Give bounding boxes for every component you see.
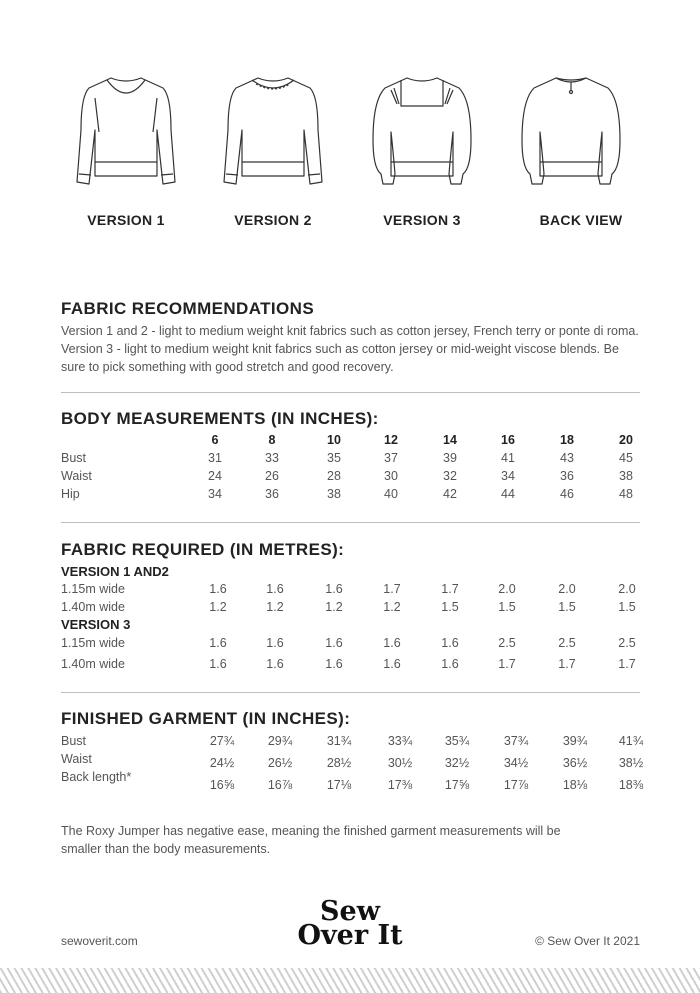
- table-cell: 1.5: [558, 600, 576, 614]
- table-cell: 38: [619, 469, 633, 483]
- table-cell: 2.0: [558, 582, 576, 596]
- table-cell: 40: [384, 487, 398, 501]
- body-measurements-heading: BODY MEASUREMENTS (IN INCHES):: [61, 409, 379, 428]
- table-cell: 1.6: [383, 657, 401, 671]
- website-link[interactable]: sewoverit.com: [61, 934, 138, 948]
- row-label: 1.40m wide: [61, 600, 125, 614]
- table-cell: 1.2: [209, 600, 227, 614]
- table-cell: 34: [501, 469, 515, 483]
- table-cell: 27¾: [209, 734, 235, 748]
- table-cell: 18⅛: [562, 778, 588, 792]
- table-cell: 31¾: [326, 734, 352, 748]
- table-cell: 30½: [387, 756, 413, 770]
- table-cell: 28½: [326, 756, 352, 770]
- table-cell: 42: [443, 487, 457, 501]
- table-cell: 1.6: [325, 657, 343, 671]
- table-cell: 26½: [267, 756, 293, 770]
- table-cell: 1.2: [325, 600, 343, 614]
- table-cell: 2.0: [498, 582, 516, 596]
- table-cell: 37¾: [503, 734, 529, 748]
- table-cell: 24: [208, 469, 222, 483]
- logo-line: Over It: [297, 920, 403, 951]
- table-cell: 1.6: [209, 636, 227, 650]
- table-cell: 1.5: [498, 600, 516, 614]
- size-header: 20: [619, 433, 633, 447]
- row-label: Waist: [61, 469, 92, 483]
- table-cell: 17⅞: [503, 778, 529, 792]
- section-divider: [61, 392, 640, 393]
- version-2-label: VERSION 2: [234, 212, 312, 228]
- row-label: Bust: [61, 734, 87, 748]
- group-title: VERSION 1 AND2: [61, 564, 169, 579]
- table-cell: 30: [384, 469, 398, 483]
- table-cell: 16⅞: [267, 778, 293, 792]
- row-label: Bust: [61, 451, 87, 465]
- table-cell: 44: [501, 487, 515, 501]
- row-label: Hip: [61, 487, 80, 501]
- table-cell: 1.6: [266, 657, 284, 671]
- table-cell: 41¾: [618, 734, 644, 748]
- table-cell: 2.5: [498, 636, 516, 650]
- version-1-label: VERSION 1: [87, 212, 165, 228]
- table-cell: 1.6: [441, 657, 459, 671]
- sew-over-it-logo: [280, 896, 420, 951]
- table-cell: 32: [443, 469, 457, 483]
- table-cell: 33¾: [387, 734, 413, 748]
- fabric-recommendations-text: Version 1 and 2 - light to medium weight knit fabrics such as cotton jersey, French terry or ponte di roma. Version 3 - light to medium weight knit fabrics such as cotton jersey or mid-weight viscose blends. Be sure to pick something with good stretch and good recovery.: [61, 324, 639, 374]
- table-cell: 32½: [444, 756, 470, 770]
- fabric-required-heading: FABRIC REQUIRED (IN METRES):: [61, 540, 345, 559]
- table-cell: 33: [265, 451, 279, 465]
- section-divider: [61, 522, 640, 523]
- back-view-label: BACK VIEW: [539, 212, 623, 228]
- table-cell: 41: [501, 451, 515, 465]
- size-header: 14: [443, 433, 457, 447]
- table-cell: 2.0: [618, 582, 636, 596]
- table-cell: 28: [327, 469, 341, 483]
- table-cell: 1.2: [383, 600, 401, 614]
- table-cell: 1.6: [266, 582, 284, 596]
- section-divider: [61, 692, 640, 693]
- table-cell: 1.6: [383, 636, 401, 650]
- table-cell: 1.7: [558, 657, 576, 671]
- copyright-text: © Sew Over It 2021: [535, 934, 640, 948]
- table-cell: 1.6: [325, 636, 343, 650]
- negative-ease-note: The Roxy Jumper has negative ease, meaning the finished garment measurements will be smaller than the body measurements.: [61, 824, 561, 856]
- table-cell: 26: [265, 469, 279, 483]
- table-cell: 35: [327, 451, 341, 465]
- table-cell: 1.6: [325, 582, 343, 596]
- table-cell: 17⅛: [326, 778, 352, 792]
- size-header: 6: [211, 433, 219, 447]
- version-2-sketch: [218, 70, 328, 200]
- row-label: Waist: [61, 752, 92, 766]
- table-cell: 45: [619, 451, 633, 465]
- table-cell: 38½: [618, 756, 644, 770]
- row-label: 1.15m wide: [61, 582, 125, 596]
- back-view-sketch: [516, 70, 626, 200]
- version-3-sketch: [367, 70, 477, 200]
- table-cell: 39: [443, 451, 457, 465]
- table-cell: 39¾: [562, 734, 588, 748]
- table-cell: 36: [560, 469, 574, 483]
- table-cell: 46: [560, 487, 574, 501]
- table-cell: 16⅝: [209, 778, 235, 792]
- table-cell: 1.6: [266, 636, 284, 650]
- table-cell: 1.7: [618, 657, 636, 671]
- decorative-stripe-border: [0, 968, 700, 993]
- table-cell: 1.7: [441, 582, 459, 596]
- finished-garment-heading: FINISHED GARMENT (IN INCHES):: [61, 709, 351, 728]
- group-title: VERSION 3: [61, 617, 131, 632]
- table-cell: 1.7: [498, 657, 516, 671]
- size-header: 8: [268, 433, 276, 447]
- table-cell: 17⅝: [444, 778, 470, 792]
- table-cell: 1.6: [209, 657, 227, 671]
- table-cell: 1.2: [266, 600, 284, 614]
- size-header: 16: [501, 433, 515, 447]
- row-label: Back length*: [61, 770, 132, 784]
- table-cell: 17⅜: [387, 778, 413, 792]
- table-cell: 24½: [209, 756, 235, 770]
- row-label: 1.15m wide: [61, 636, 125, 650]
- table-cell: 29¾: [267, 734, 293, 748]
- table-cell: 1.7: [383, 582, 401, 596]
- table-cell: 31: [208, 451, 222, 465]
- table-cell: 1.5: [441, 600, 459, 614]
- table-cell: 38: [327, 487, 341, 501]
- row-label: 1.40m wide: [61, 657, 125, 671]
- table-cell: 36: [265, 487, 279, 501]
- table-cell: 18⅜: [618, 778, 644, 792]
- size-header: 10: [327, 433, 341, 447]
- table-cell: 48: [619, 487, 633, 501]
- size-header: 18: [560, 433, 574, 447]
- table-cell: 1.5: [618, 600, 636, 614]
- size-header: 12: [384, 433, 398, 447]
- fabric-recommendations-heading: FABRIC RECOMMENDATIONS: [61, 299, 315, 318]
- version-3-label: VERSION 3: [383, 212, 461, 228]
- table-cell: 2.5: [558, 636, 576, 650]
- table-cell: 37: [384, 451, 398, 465]
- version-1-sketch: [71, 70, 181, 200]
- table-cell: 34: [208, 487, 222, 501]
- table-cell: 35¾: [444, 734, 470, 748]
- table-cell: 36½: [562, 756, 588, 770]
- table-cell: 43: [560, 451, 574, 465]
- table-cell: 34½: [503, 756, 529, 770]
- logo-line: Sew: [320, 896, 380, 927]
- table-cell: 1.6: [209, 582, 227, 596]
- table-cell: 1.6: [441, 636, 459, 650]
- table-cell: 2.5: [618, 636, 636, 650]
